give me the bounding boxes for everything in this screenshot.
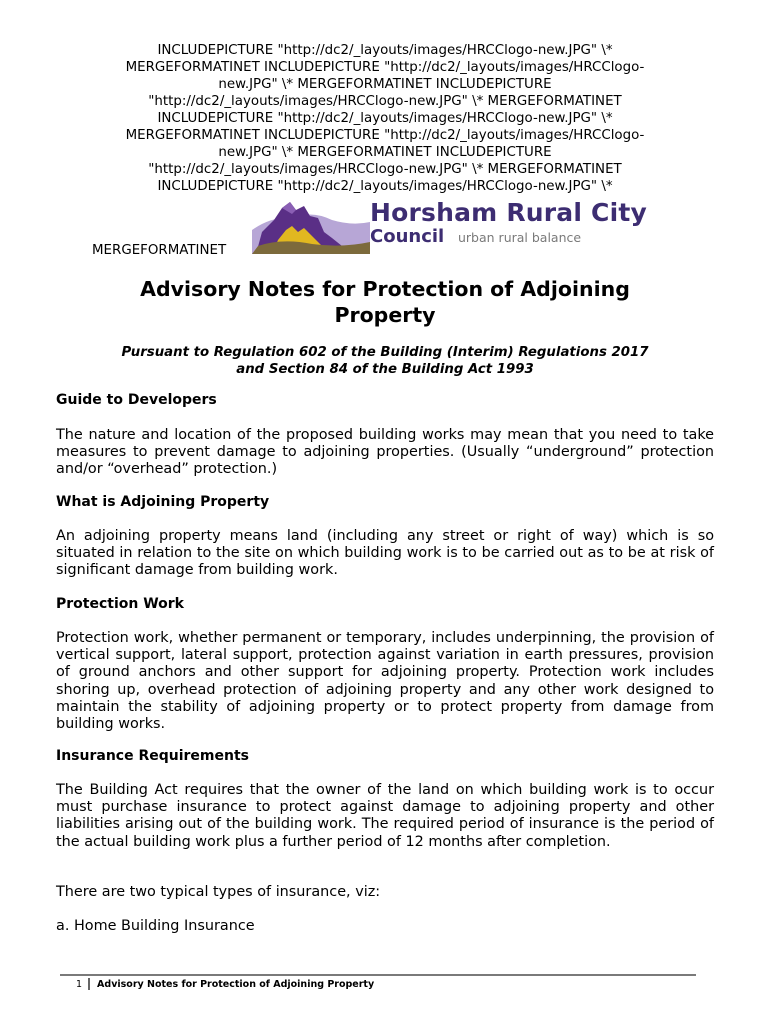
document-title	[80, 276, 690, 328]
subtitle-line: Pursuant to Regulation 602 of the Building (Interim) Regulations 2017	[121, 345, 649, 360]
paragraph-insurance: The Building Act requires that the owner of the land on which building work is to occur must purchase insurance to protect against damage to adjoining property and other liabilities arising out of the building work. The required period of insurance is the period of the actual building work plus a further period of 12 months after completion.	[56, 782, 714, 850]
footer-title: Advisory Notes for Protection of Adjoining Property	[97, 978, 375, 990]
council-logo	[252, 196, 674, 254]
footer-separator	[88, 978, 90, 990]
field-code-line: INCLUDEPICTURE "http://dc2/_layouts/images/HRCClogo-new.JPG" \*	[157, 43, 613, 58]
logo-tagline: urban rural balance	[458, 230, 582, 245]
field-code-line: MERGEFORMATINET INCLUDEPICTURE "http://dc2/_layouts/images/HRCClogo-	[125, 60, 645, 75]
field-code-line: INCLUDEPICTURE "http://dc2/_layouts/images/HRCClogo-new.JPG" \*	[157, 179, 613, 194]
field-code-line: "http://dc2/_layouts/images/HRCClogo-new.JPG" \* MERGEFORMATINET	[148, 94, 622, 109]
title-line: Property	[334, 303, 436, 327]
field-code-text	[60, 42, 710, 195]
paragraph-adjoining: An adjoining property means land (including any street or right of way) which is so situated in relation to the site on which building work is to be carried out as to be at risk of significant damage from building work.	[56, 528, 714, 579]
field-code-line: new.JPG" \* MERGEFORMATINET INCLUDEPICTURE	[218, 145, 552, 160]
logo-council: Council	[370, 226, 445, 247]
page-number: 1	[76, 978, 83, 990]
mountain-logo-icon	[252, 196, 370, 254]
heading-adjoining: What is Adjoining Property	[56, 494, 270, 510]
subtitle-line: and Section 84 of the Building Act 1993	[236, 362, 534, 377]
heading-insurance: Insurance Requirements	[56, 748, 249, 764]
logo-title: Horsham Rural City	[370, 198, 648, 227]
footer-divider	[60, 974, 696, 976]
paragraph-guide: The nature and location of the proposed building works may mean that you need to take measures to prevent damage to adjoining properties. (Usually “underground” protection and/or “overhead” protection.)	[56, 427, 714, 478]
heading-protection: Protection Work	[56, 596, 184, 612]
paragraph-protection: Protection work, whether permanent or temporary, includes underpinning, the provision of vertical support, lateral support, protection against variation in earth pressures, provision of ground anchors and other support for adjoining property. Protection work includes shoring up, overhead protection of adjoining property and any other work designed to maintain the stability of adjoining property or to protect property from damage from building works.	[56, 630, 714, 733]
page-footer	[76, 978, 374, 990]
document-subtitle	[60, 344, 710, 378]
title-line: Advisory Notes for Protection of Adjoining	[140, 277, 630, 301]
field-code-line: MERGEFORMATINET INCLUDEPICTURE "http://dc2/_layouts/images/HRCClogo-	[125, 128, 645, 143]
heading-guide: Guide to Developers	[56, 392, 217, 408]
paragraph-insurance-types: There are two typical types of insurance, viz:	[56, 884, 381, 900]
field-code-line: new.JPG" \* MERGEFORMATINET INCLUDEPICTURE	[218, 77, 552, 92]
field-code-line: INCLUDEPICTURE "http://dc2/_layouts/images/HRCClogo-new.JPG" \*	[157, 111, 613, 126]
logo-row	[92, 196, 692, 258]
field-code-tail: MERGEFORMATINET	[92, 243, 227, 258]
field-code-line: "http://dc2/_layouts/images/HRCClogo-new.JPG" \* MERGEFORMATINET	[148, 162, 622, 177]
list-item-home-building-insurance: a. Home Building Insurance	[56, 918, 255, 934]
